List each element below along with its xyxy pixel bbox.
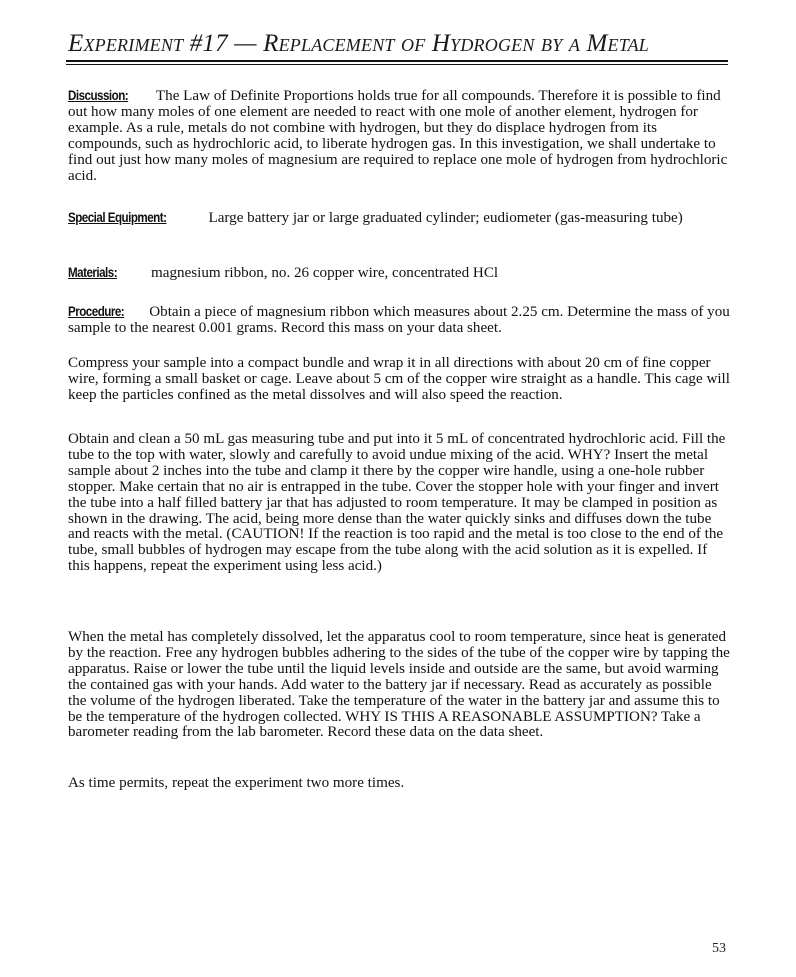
page-title: Experiment #17 — Replacement of Hydrogen by a Metal xyxy=(68,30,650,57)
discussion-section xyxy=(68,88,730,184)
materials-section xyxy=(68,265,730,282)
materials-text: magnesium ribbon, no. 26 copper wire, concentrated HCl xyxy=(151,265,499,281)
discussion-label: Discussion: xyxy=(68,88,129,103)
procedure-intro-text: Obtain a piece of magnesium ribbon which measures about 2.25 cm. Determine the mass of you sample to the nearest 0.001 grams. Record this mass on your data sheet. xyxy=(68,304,730,336)
procedure-paragraph: Compress your sample into a compact bundle and wrap it in all directions with about 20 cm of fine copper wire, forming a small basket or cage. Leave about 5 cm of the copper wire straight as a handle. This cage will keep the particles confined as the metal dissolves and will also speed the reaction. xyxy=(68,355,730,403)
procedure-paragraph: When the metal has completely dissolved, let the apparatus cool to room temperature, since heat is generated by the reaction. Free any hydrogen bubbles adhering to the sides of the tube of the copper wire by tapping the apparatus. Raise or lower the tube until the liquid levels inside and outside are the same, but avoid warming the contained gas with your hands. Add water to the battery jar if necessary. Read as accurately as possible the volume of the hydrogen liberated. Take the temperature of the water in the battery jar and assume this to be the temperature of the hydrogen collected. WHY IS THIS A REASONABLE ASSUMPTION? Take a barometer reading from the lab barometer. Record these data on the data sheet. xyxy=(68,629,730,741)
special-equipment-section xyxy=(68,210,730,227)
special-equipment-label: Special Equipment: xyxy=(68,210,167,225)
procedure-paragraph: Obtain and clean a 50 mL gas measuring tube and put into it 5 mL of concentrated hydrochloric acid. Fill the tube to the top with water, slowly and carefully to avoid undue mixing of the acid. WHY? Insert the metal sample about 2 inches into the tube and clamp it there by the copper wire handle, using a one-hole rubber stopper. Make certain that no air is entrapped in the tube. Cover the stopper hole with your finger and invert the tube into a half filled battery jar that has adjusted to room temperature. It may be clamped in position as shown in the drawing. The acid, being more dense than the water quickly sinks and diffuses down the tube and reacts with the metal. (CAUTION! If the reaction is too rapid and the metal is too close to the end of the tube, small bubbles of hydrogen may escape from the tube along with the acid solution as it is expelled. If this happens, repeat the experiment using less acid.) xyxy=(68,431,726,575)
page-number: 53 xyxy=(712,941,726,956)
discussion-text: The Law of Definite Proportions holds true for all compounds. Therefore it is possible to find out how many moles of one element are needed to react with one mole of another element, hydrogen for example. As a rule, metals do not combine with hydrogen, but they do displace hydrogen from its compounds, such as hydrochloric acid, to liberate hydrogen gas. In this investigation, we shall undertake to find out just how many moles of magnesium are required to replace one mole of hydrogen from hydrochloric acid. xyxy=(68,88,728,184)
title-double-rule xyxy=(66,60,728,65)
procedure-label: Procedure: xyxy=(68,304,125,319)
procedure-paragraph: As time permits, repeat the experiment two more times. xyxy=(68,775,405,791)
materials-label: Materials: xyxy=(68,265,118,280)
procedure-section xyxy=(68,304,730,337)
special-equipment-text: Large battery jar or large graduated cylinder; eudiometer (gas-measuring tube) xyxy=(208,210,683,226)
